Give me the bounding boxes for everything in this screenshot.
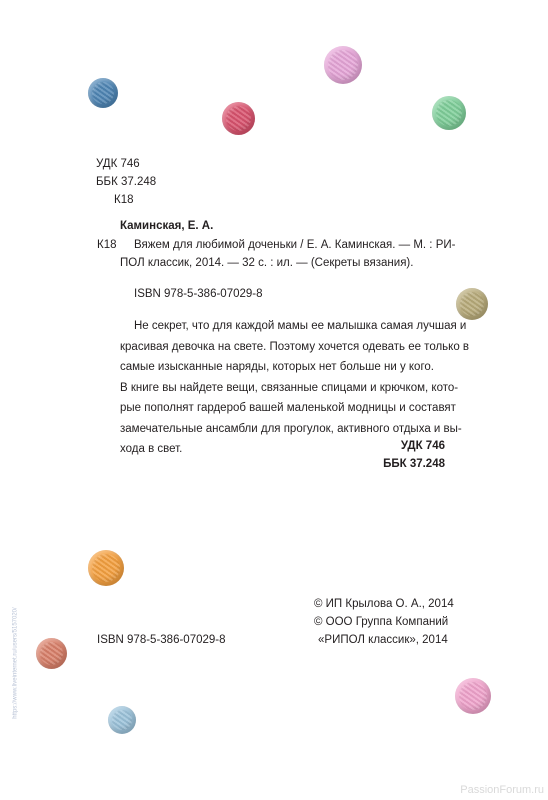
- yarn-ball-orange: [88, 550, 124, 586]
- annotation-line: рые пополнят гардероб вашей маленькой модницы и составят: [120, 402, 456, 414]
- copyright-line: © ИП Крылова О. А., 2014: [314, 598, 454, 610]
- bbk-code: ББК 37.248: [96, 176, 157, 188]
- bbk-code-right: ББК 37.248: [383, 458, 445, 470]
- annotation-line: В книге вы найдете вещи, связанные спицами и крючком, кото-: [120, 381, 459, 394]
- isbn-bottom: ISBN 978-5-386-07029-8: [97, 634, 226, 646]
- udk-code: УДК 746: [96, 158, 140, 170]
- copyright-line: «РИПОЛ классик», 2014: [318, 634, 448, 646]
- annotation: [120, 316, 470, 460]
- copyright-line: © ООО Группа Компаний: [314, 616, 449, 628]
- annotation-line: хода в свет.: [120, 443, 183, 455]
- entry-author-mark: К18: [97, 239, 117, 251]
- site-watermark: PassionForum.ru: [460, 784, 544, 796]
- yarn-ball-lilac: [324, 46, 362, 84]
- yarn-ball-rose: [455, 678, 491, 714]
- yarn-ball-blue: [88, 78, 118, 108]
- isbn-top: ISBN 978-5-386-07029-8: [134, 288, 263, 300]
- entry-line: Вяжем для любимой доченьки / Е. А. Каминская. — М. : РИ-: [134, 239, 456, 251]
- annotation-line: красивая девочка на свете. Поэтому хочется одевать ее только в: [120, 340, 470, 353]
- annotation-line: замечательные ансамбли для прогулок, активного отдыха и вы-: [120, 422, 462, 435]
- yarn-ball-green: [432, 96, 466, 130]
- annotation-line: Не секрет, что для каждой мамы ее малышка самая лучшая и: [134, 320, 467, 332]
- yarn-ball-pink: [222, 102, 255, 135]
- author-mark: К18: [114, 194, 134, 206]
- yarn-ball-lightblue: [108, 706, 136, 734]
- yarn-ball-coral: [36, 638, 67, 669]
- entry-line: ПОЛ классик, 2014. — 32 с. : ил. — (Секреты вязания).: [120, 257, 414, 269]
- author-name: Каминская, Е. А.: [120, 220, 214, 232]
- annotation-line: самые изысканные наряды, которых нет больше ни у кого.: [120, 361, 434, 373]
- udk-code-right: УДК 746: [400, 440, 445, 452]
- side-watermark: https://www.liveinternet.ru/users/5157020/: [12, 607, 19, 719]
